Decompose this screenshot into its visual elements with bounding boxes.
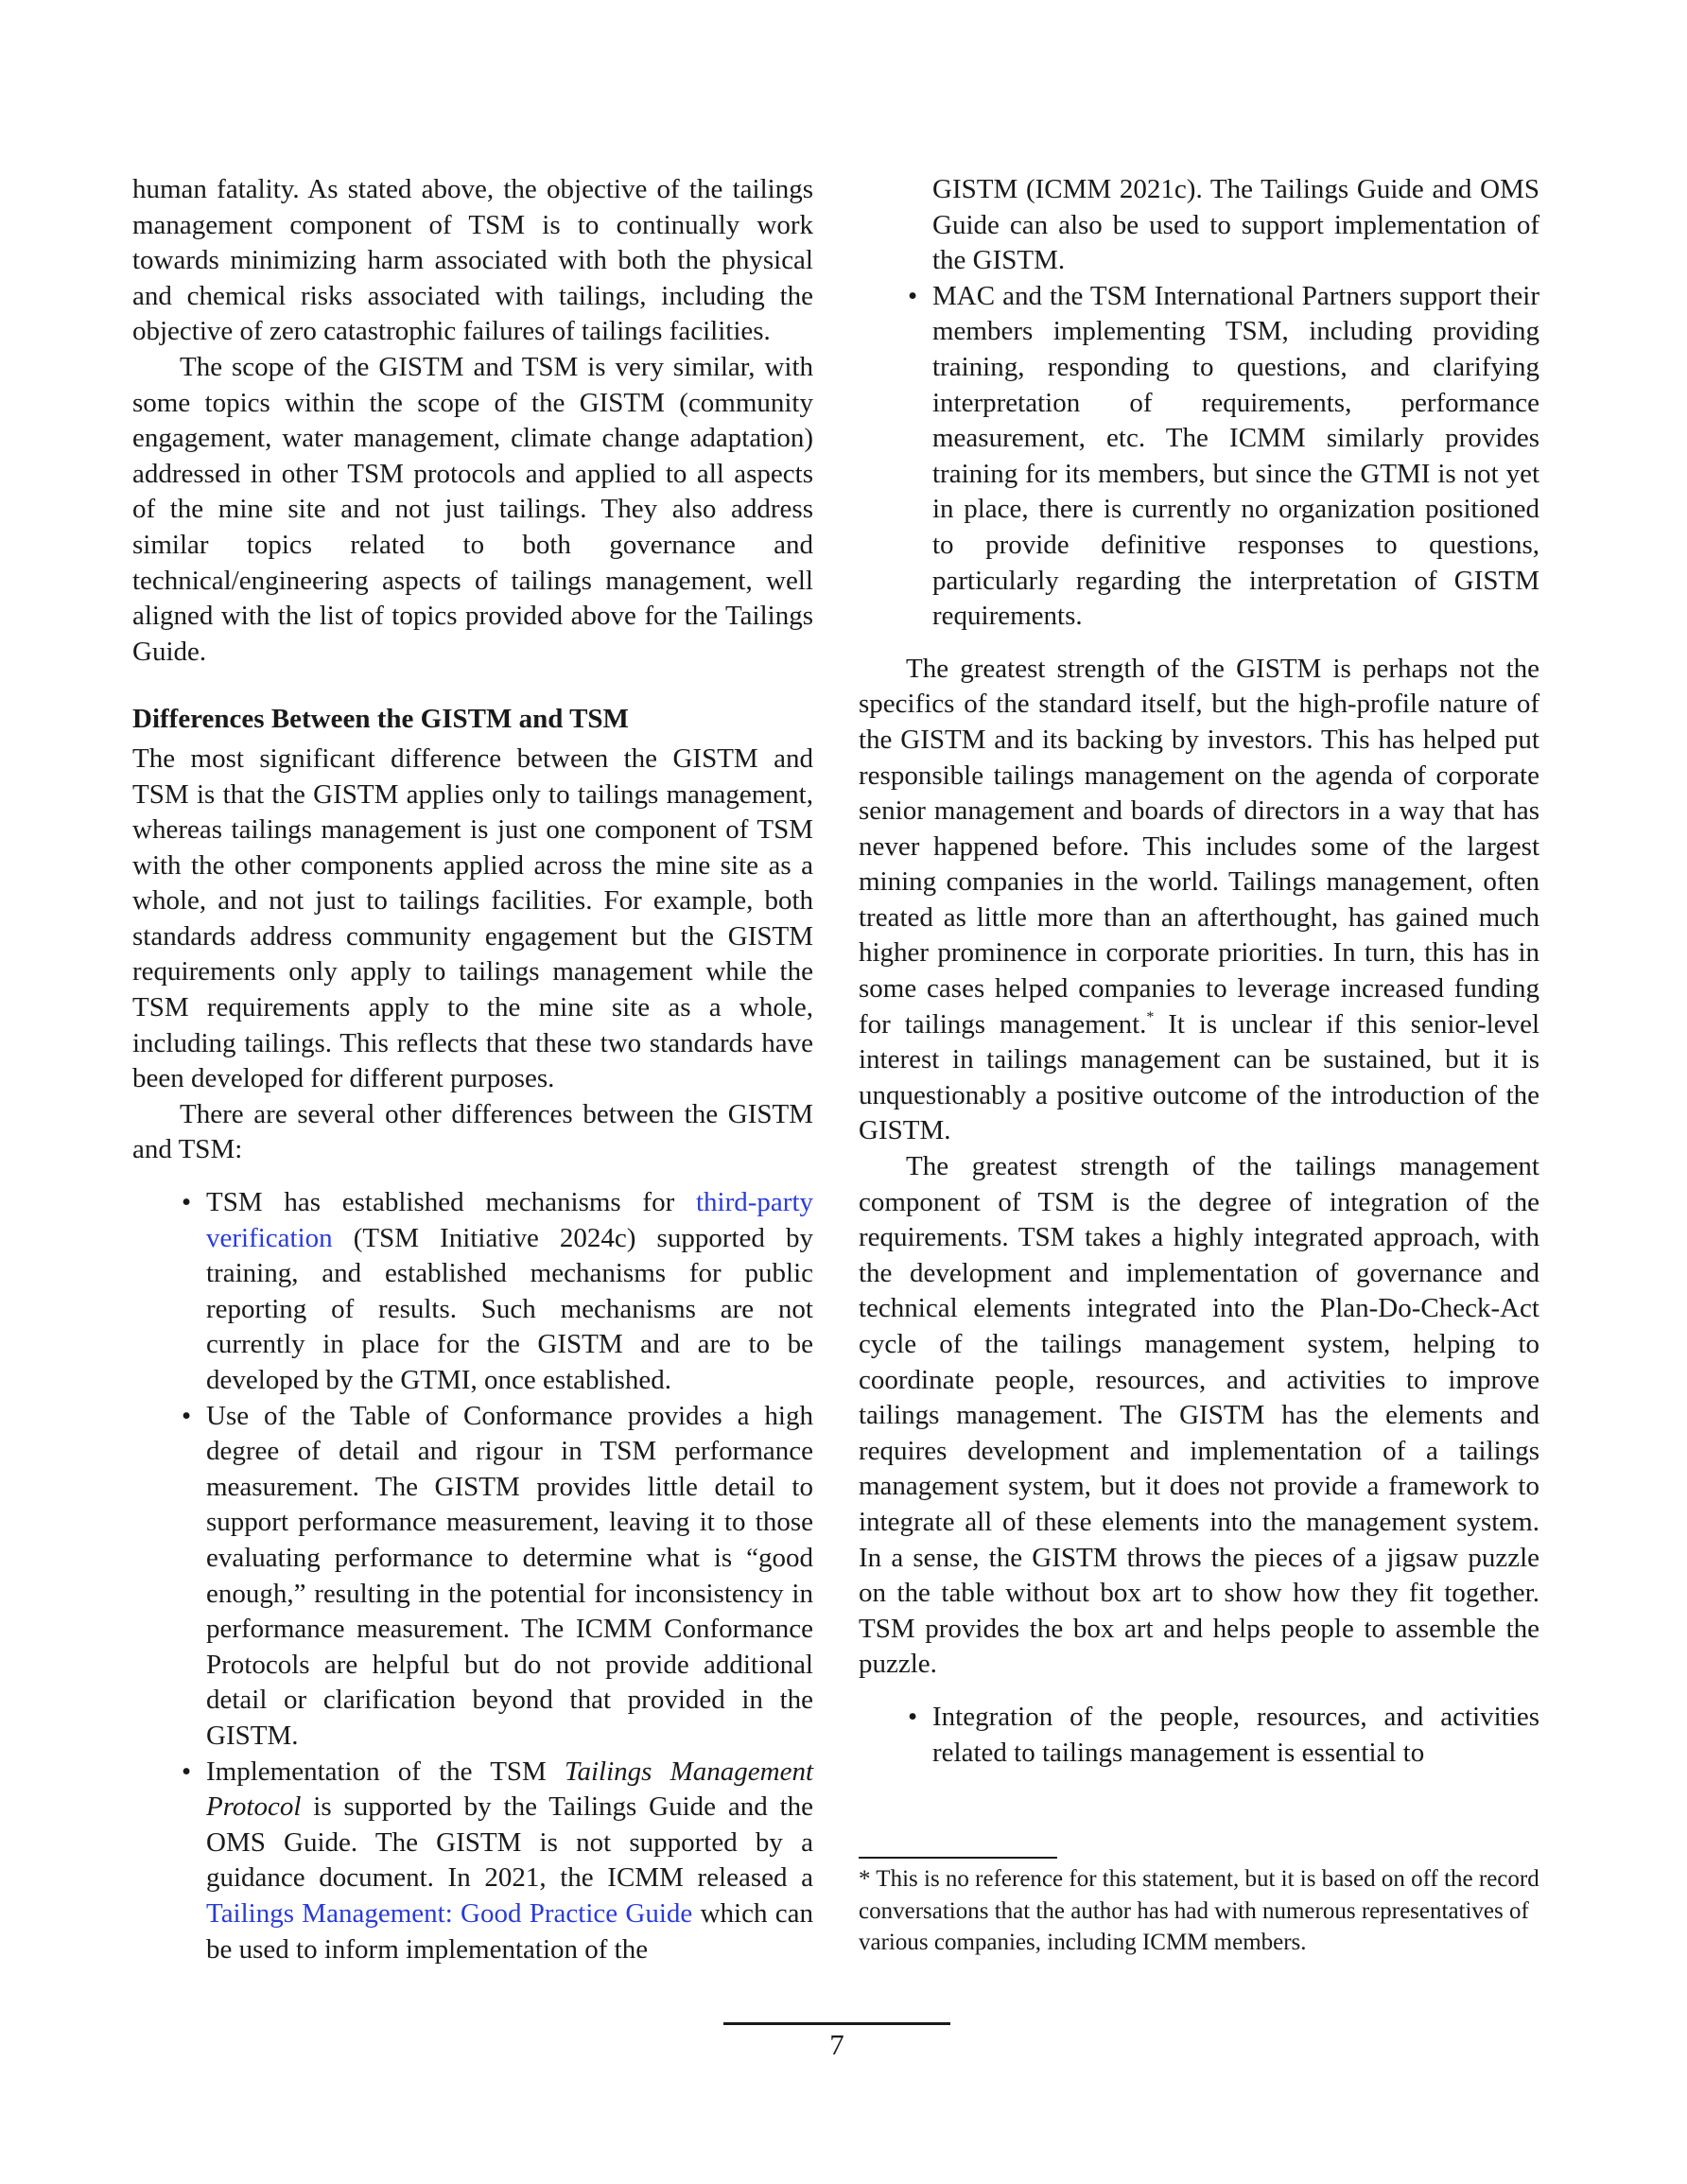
third-party-verification-link[interactable]: third-party verification [206, 1187, 813, 1253]
protocol-title: Tailings Management Protocol [206, 1756, 813, 1823]
list-item: • MAC and the TSM International Partners support their members implementing TSM, including providing training, responding to questions, and clarifying interpretation of requirements, performance measurement, etc. The ICMM similarly provides training for its members, but since the GTMI is not yet in place, there is currently no organization positioned to provide definitive responses to questions, particularly regarding the interpretation of GISTM requirements. [932, 279, 1539, 635]
section-heading: Differences Between the GISTM and TSM [132, 704, 629, 735]
strengths-list [859, 1700, 1539, 1771]
paragraph: There are several other differences between the GISTM and TSM: [132, 1098, 813, 1165]
footnote: * This is no reference for this statement, but it is based on off the record conversations that the author has had with numerous representatives of various companies, including ICMM members. [859, 1866, 1539, 1955]
paragraph: The greatest strength of the GISTM is perhaps not the specifics of the standard itself, but the high-profile nature of the GISTM and its backing by investors. This has helped put responsible tailings management on the agenda of corporate senior management and boards of directors in a way that has never happened before. This includes some of the largest mining companies in the world. Tailings management, often treated as little more than an afterthought, has gained much higher prominence in corporate priorities. In turn, this has in some cases helped companies to leverage increased funding for tailings management.* It is unclear if this senior-level interest in tailings management can be sustained, but it is unquestionably a positive outcome of the introduction of the GISTM. [859, 653, 1540, 1146]
list-item: • TSM has established mechanisms for third-party verification (TSM Initiative 2024c) supported by training, and established mechanisms for public reporting of results. Such mechanisms are not currently in place for the GISTM and are to be developed by the GTMI, once established. [206, 1185, 813, 1399]
footnote-divider [859, 1857, 1057, 1859]
good-practice-guide-link[interactable]: Tailings Management: Good Practice Guide [206, 1897, 693, 1929]
right-column [859, 172, 1539, 1771]
differences-list [132, 1185, 813, 1967]
list-item: • Integration of the people, resources, and activities related to tailings management is essential to [932, 1700, 1539, 1771]
list-item: • Implementation of the TSM Tailings Management Protocol is supported by the Tailings Guide and the OMS Guide. The GISTM is not supported by a guidance document. In 2021, the ICMM released a Tailings Management: Good Practice Guide which can be used to inform implementation of the [206, 1755, 813, 1968]
paragraph: The scope of the GISTM and TSM is very similar, with some topics within the scope of the GISTM (community engagement, water management, climate change adaptation) addressed in other TSM protocols and applied to all aspects of the mine site and not just tailings. They also address similar topics related to both governance and technical/engineering aspects of tailings management, well aligned with the list of topics provided above for the Tailings Guide. [132, 351, 813, 667]
paragraph: human fatality. As stated above, the objective of the tailings management component of TSM is to continually work towards minimizing harm associated with both the physical and chemical risks associated with tailings, including the objective of zero catastrophic failures of tailings facilities. [132, 174, 813, 347]
list-item: • Use of the Table of Conformance provides a high degree of detail and rigour in TSM performance measurement. The GISTM provides little detail to support performance measurement, leaving it to those evaluating performance to determine what is “good enough,” resulting in the potential for inconsistency in performance measurement. The ICMM Conformance Protocols are helpful but do not provide additional detail or clarification beyond that provided in the GISTM. [206, 1399, 813, 1755]
page-number: 7 [829, 2028, 844, 2061]
left-column [132, 172, 813, 1967]
differences-list-continued [859, 172, 1539, 635]
paragraph: The most significant difference between the GISTM and TSM is that the GISTM applies only to tailings management, whereas tailings management is just one component of TSM with the other components applied across the mine site as a whole, and not just to tailings facilities. For example, both standards address community engagement but the GISTM requirements only apply to tailings management while the TSM requirements apply to the mine site as a whole, including tailings. This reflects that these two standards have been developed for different purposes. [132, 743, 813, 1094]
footnote-marker[interactable]: * [1146, 1008, 1155, 1025]
list-item-continued: GISTM (ICMM 2021c). The Tailings Guide and OMS Guide can also be used to support implementation of the GISTM. [932, 174, 1539, 276]
paragraph: The greatest strength of the tailings management component of TSM is the degree of integration of the requirements. TSM takes a highly integrated approach, with the development and implementation of governance and technical elements integrated into the Plan-Do-Check-Act cycle of the tailings management system, helping to coordinate people, resources, and activities to improve tailings management. The GISTM has the elements and requires development and implementation of a tailings management system, but it does not provide a framework to integrate all of these elements into the management system. In a sense, the GISTM throws the pieces of a jigsaw puzzle on the table without box art to show how they fit together. TSM provides the box art and helps people to assemble the puzzle. [859, 1151, 1539, 1680]
